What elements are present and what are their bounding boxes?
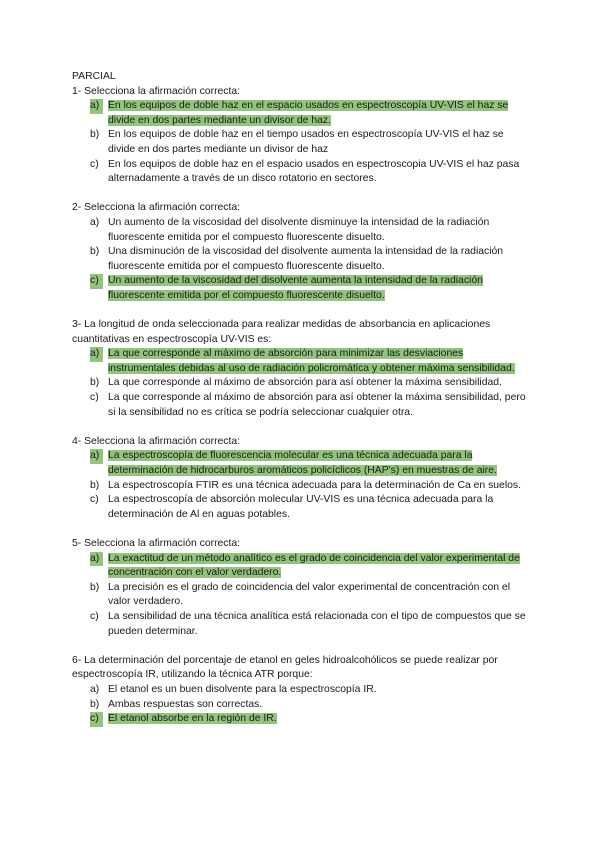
- option-letter: a): [90, 216, 100, 228]
- question-text: 5- Selecciona la afirmación correcta:: [72, 538, 241, 549]
- option-c: [72, 391, 532, 420]
- option-a: [72, 683, 532, 698]
- option-letter: b): [90, 129, 100, 141]
- option-text: La precisión es el grado de coincidencia del valor experimental de concentración con el valor verdadero.: [108, 581, 511, 608]
- option-c-correct: [72, 712, 532, 727]
- option-a-correct: [72, 552, 532, 581]
- option-c-correct: [72, 274, 532, 303]
- option-text: La espectroscopía de absorción molecular UV-VIS es una técnica adecuada para la determinación de Al en aguas potables.: [108, 494, 494, 520]
- option-b: [72, 581, 532, 610]
- option-list: [72, 216, 532, 304]
- option-letter: a): [90, 552, 103, 567]
- document-title: PARCIAL: [72, 71, 116, 82]
- question-text: 3- La longitud de onda seleccionada para realizar medidas de absorbancia en aplicaciones cuantitativas en espectroscopía UV-VIS es:: [72, 319, 491, 345]
- option-c: [72, 493, 532, 522]
- option-text: La sensibilidad de una técnica analítica está relacionada con el tipo de compuestos que se pueden determinar.: [108, 610, 526, 637]
- option-letter: c): [90, 610, 99, 622]
- option-a: [72, 216, 532, 245]
- question-2: [72, 201, 532, 303]
- option-letter: b): [90, 698, 100, 710]
- option-letter: a): [90, 683, 100, 695]
- option-list: [72, 449, 532, 522]
- question-3: [72, 318, 532, 420]
- option-letter: b): [90, 377, 100, 389]
- option-text: Ambas respuestas son correctas.: [108, 698, 263, 710]
- option-b: [72, 479, 532, 494]
- option-list: [72, 347, 532, 420]
- option-letter: b): [90, 246, 100, 258]
- question-4: [72, 435, 532, 523]
- option-letter: c): [90, 494, 99, 506]
- option-b: [72, 376, 532, 391]
- option-c: [72, 158, 532, 187]
- option-list: [72, 99, 532, 187]
- option-text: Un aumento de la viscosidad del disolvente disminuye la intensidad de la radiación fluorescente emitida por el compuesto fluorescente disuelto.: [108, 216, 490, 243]
- option-text: La espectroscopía FTIR es una técnica adecuada para la determinación de Ca en suelos.: [108, 479, 521, 491]
- option-letter: c): [90, 158, 99, 170]
- option-a-correct: [72, 99, 532, 128]
- option-text: La que corresponde al máximo de absorción para minimizar las desviaciones instrumentales debidas al uso de radiación policromática y obtener máxima sensibilidad.: [108, 348, 515, 374]
- option-text: Una disminución de la viscosidad del disolvente aumenta la intensidad de la radiación fluorescente emitida por el compuesto fluorescente disuelto.: [108, 246, 504, 272]
- option-letter: a): [90, 99, 103, 114]
- option-a-correct: [72, 449, 532, 478]
- option-list: [72, 552, 532, 640]
- option-text: En los equipos de doble haz en el espacio usados en espectroscopia UV-VIS el haz pasa alternadamente a través de un disco rotatorio en sectores.: [108, 158, 520, 185]
- option-letter: a): [90, 449, 103, 464]
- question-text: 1- Selecciona la afirmación correcta:: [72, 85, 241, 97]
- option-text: Un aumento de la viscosidad del disolvente aumenta la intensidad de la radiación fluorescente emitida por el compuesto fluorescente disuelto.: [108, 275, 483, 301]
- option-b: [72, 128, 532, 157]
- option-b: [72, 698, 532, 713]
- option-text: El etanol absorbe en la región de IR.: [108, 713, 277, 725]
- option-a-correct: [72, 347, 532, 376]
- option-letter: b): [90, 479, 100, 491]
- document-content: [72, 70, 532, 741]
- option-text: En los equipos de doble haz en el tiempo usados en espectroscopía UV-VIS el haz se divide en dos partes mediante un divisor de haz: [108, 129, 504, 155]
- question-6: [72, 654, 532, 727]
- question-text: 4- Selecciona la afirmación correcta:: [72, 435, 241, 447]
- question-text: 2- Selecciona la afirmación correcta:: [72, 202, 241, 214]
- option-text: La espectroscopía de fluorescencia molecular es una técnica adecuada para la determinación de hidrocarburos aromáticos policíclicos (HAP's) en muestras de aire.: [108, 450, 497, 477]
- question-1: [72, 85, 532, 187]
- option-text: En los equipos de doble haz en el espacio usados en espectroscopía UV-VIS el haz se divide en dos partes mediante un divisor de haz.: [108, 100, 509, 126]
- option-letter: b): [90, 581, 100, 593]
- option-letter: c): [90, 712, 103, 727]
- option-text: La que corresponde al máximo de absorción para así obtener la máxima sensibilidad.: [108, 377, 502, 389]
- question-5: [72, 537, 532, 639]
- option-letter: c): [90, 392, 99, 404]
- option-text: El etanol es un buen disolvente para la espectroscopía IR.: [108, 683, 377, 695]
- option-letter: a): [90, 347, 103, 362]
- option-text: La exactitud de un método analítico es el grado de coincidencia del valor experimental de concentración con el valor verdadero.: [108, 552, 520, 579]
- question-text: 6- La determinación del porcentaje de etanol en geles hidroalcohólicos se puede realizar por espectroscopía IR, utilizando la técnica ATR porque:: [72, 654, 498, 681]
- option-letter: c): [90, 274, 103, 289]
- option-list: [72, 683, 532, 727]
- option-text: La que corresponde al máximo de absorción para así obtener la máxima sensibilidad, pero si la sensibilidad no es crítica se podría seleccionar cualquier otra.: [108, 392, 526, 418]
- option-b: [72, 245, 532, 274]
- option-c: [72, 610, 532, 639]
